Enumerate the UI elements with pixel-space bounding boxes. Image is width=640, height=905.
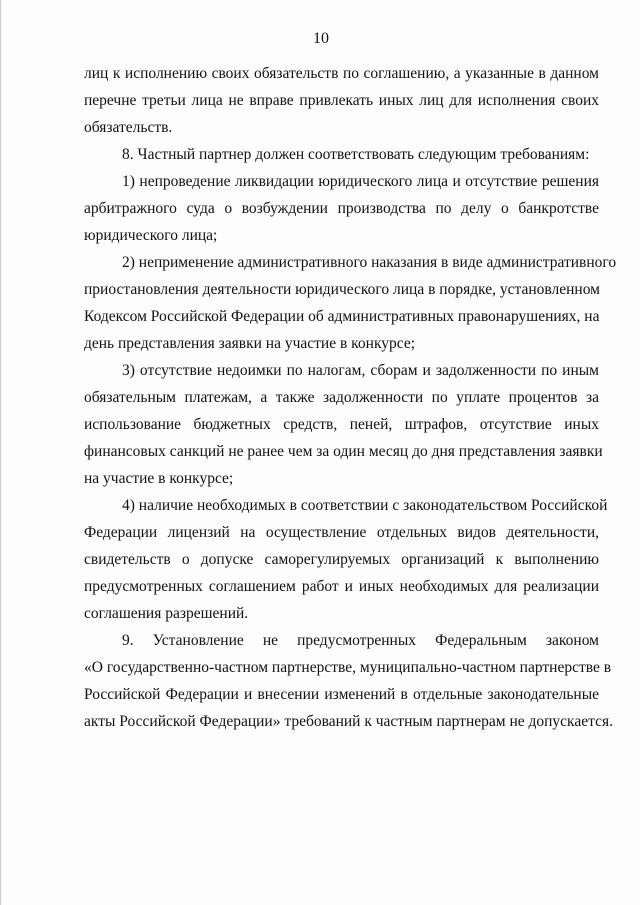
text-line: предусмотренных соглашением работ и иных необходимых для реализации [84, 578, 599, 595]
text-line: Федерации лицензий на осуществление отдельных видов деятельности, [84, 524, 599, 541]
text-line: 2) неприменение административного наказания в виде административного [122, 254, 617, 271]
text-line: Кодексом Российской Федерации об административных правонарушениях, на [84, 308, 600, 325]
page-number: 10 [313, 30, 329, 47]
text-line: 1) непроведение ликвидации юридического лица и отсутствие решения [122, 173, 599, 190]
text-line: лиц к исполнению своих обязательств по соглашению, а указанные в данном [84, 65, 599, 82]
text-line: обязательств. [84, 119, 173, 136]
text-line: на участие в конкурсе; [84, 470, 234, 487]
text-line: день представления заявки на участие в конкурсе; [84, 335, 416, 352]
text-line: 9. Установление не предусмотренных Федеральным законом [122, 632, 599, 649]
text-line: Российской Федерации и внесении изменений в отдельные законодательные [84, 686, 599, 703]
text-line: «О государственно-частном партнерстве, муниципально-частном партнерстве в [84, 659, 612, 676]
text-line: 8. Частный партнер должен соответствовать следующим требованиям: [122, 146, 590, 163]
text-line: 3) отсутствие недоимки по налогам, сборам и задолженности по иным [122, 362, 599, 379]
text-line: финансовых санкций не ранее чем за один месяц до дня представления заявки [84, 443, 603, 460]
text-line: перечне третьи лица не вправе привлекать иных лиц для исполнения своих [84, 92, 599, 109]
text-line: обязательным платежам, а также задолженности по уплате процентов за [84, 389, 599, 406]
text-line: использование бюджетных средств, пеней, штрафов, отсутствие иных [84, 416, 599, 433]
text-line: приостановления деятельности юридического лица в порядке, установленном [84, 281, 600, 298]
text-line: акты Российской Федерации» требований к частным партнерам не допускается. [84, 713, 613, 730]
document-body [84, 60, 617, 735]
text-line: соглашения разрешений. [84, 605, 249, 622]
text-line: 4) наличие необходимых в соответствии с законодательством Российской [122, 497, 608, 514]
text-line: юридического лица; [84, 227, 218, 244]
text-line: свидетельств о допуске саморегулируемых организаций к выполнению [84, 551, 599, 568]
text-line: арбитражного суда о возбуждении производства по делу о банкротстве [84, 200, 599, 217]
